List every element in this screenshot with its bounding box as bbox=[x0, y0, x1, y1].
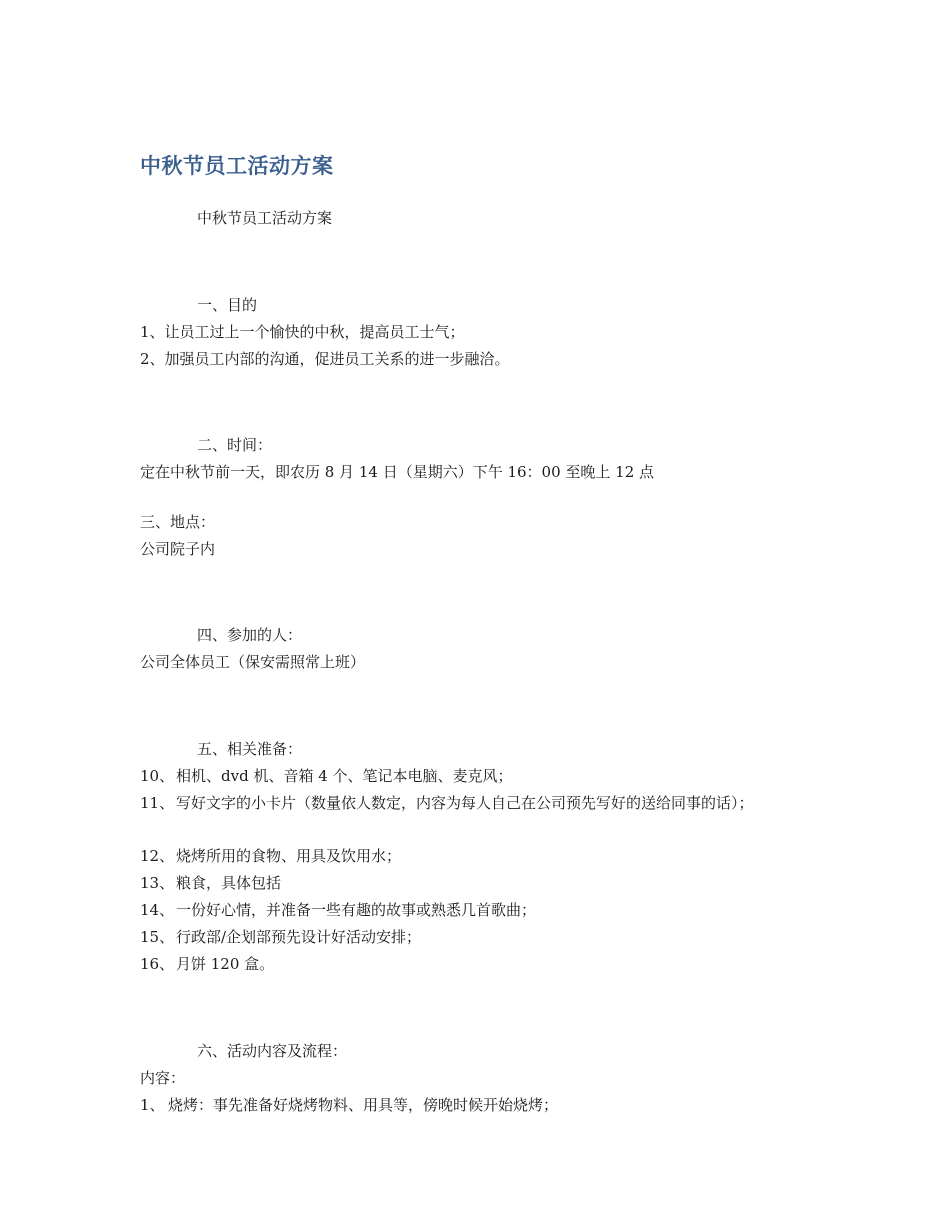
section-preparation-heading: 五、相关准备： bbox=[197, 740, 303, 758]
list-text: 月饼 120 盒。 bbox=[176, 955, 275, 973]
purpose-item: 1、让员工过上一个愉快的中秋，提高员工士气； bbox=[140, 323, 465, 341]
list-text: 烧烤：事先准备好烧烤物料、用具等，傍晚时候开始烧烤； bbox=[168, 1096, 559, 1114]
section-participants-heading: 四、参加的人： bbox=[197, 626, 303, 644]
section-activities-heading: 六、活动内容及流程： bbox=[197, 1042, 348, 1060]
list-number: 14、 bbox=[140, 901, 175, 919]
section-time-heading: 二、时间： bbox=[197, 436, 273, 454]
preparation-item bbox=[140, 790, 800, 816]
document-title: 中秋节员工活动方案 bbox=[140, 154, 334, 178]
preparation-item bbox=[140, 900, 536, 920]
list-number: 13、 bbox=[140, 874, 175, 892]
section-place-text: 公司院子内 bbox=[140, 540, 216, 558]
preparation-item bbox=[140, 954, 274, 974]
section-purpose-heading: 一、目的 bbox=[197, 296, 258, 314]
list-number: 16、 bbox=[140, 955, 175, 973]
document-subtitle: 中秋节员工活动方案 bbox=[197, 209, 333, 227]
list-text: 烧烤所用的食物、用具及饮用水； bbox=[176, 847, 402, 865]
list-text: 行政部/企划部预先设计好活动安排； bbox=[176, 928, 422, 946]
activities-item bbox=[140, 1095, 558, 1115]
list-number: 15、 bbox=[140, 928, 175, 946]
preparation-item bbox=[140, 766, 513, 786]
purpose-item: 2、加强员工内部的沟通，促进员工关系的进一步融洽。 bbox=[140, 350, 510, 368]
section-place-heading: 三、地点： bbox=[140, 513, 216, 531]
list-number: 10、 bbox=[140, 767, 175, 785]
section-time-text: 定在中秋节前一天，即农历 8 月 14 日（星期六）下午 16：00 至晚上 12 点 bbox=[140, 463, 655, 481]
list-text: 一份好心情，并准备一些有趣的故事或熟悉几首歌曲； bbox=[176, 901, 537, 919]
preparation-item bbox=[140, 873, 281, 893]
preparation-item bbox=[140, 846, 401, 866]
preparation-item bbox=[140, 927, 421, 947]
list-text: 相机、dvd 机、音箱 4 个、笔记本电脑、麦克风； bbox=[176, 767, 513, 785]
list-text: 粮食，具体包括 bbox=[176, 874, 282, 892]
activities-content-label: 内容： bbox=[140, 1069, 186, 1087]
list-number: 12、 bbox=[140, 847, 175, 865]
list-text: 写好文字的小卡片（数量依人数定，内容为每人自己在公司预先写好的送给同事的话）； bbox=[176, 794, 754, 812]
section-participants-text: 公司全体员工（保安需照常上班） bbox=[140, 653, 366, 671]
list-number: 11、 bbox=[140, 794, 175, 812]
list-number: 1、 bbox=[140, 1096, 165, 1114]
